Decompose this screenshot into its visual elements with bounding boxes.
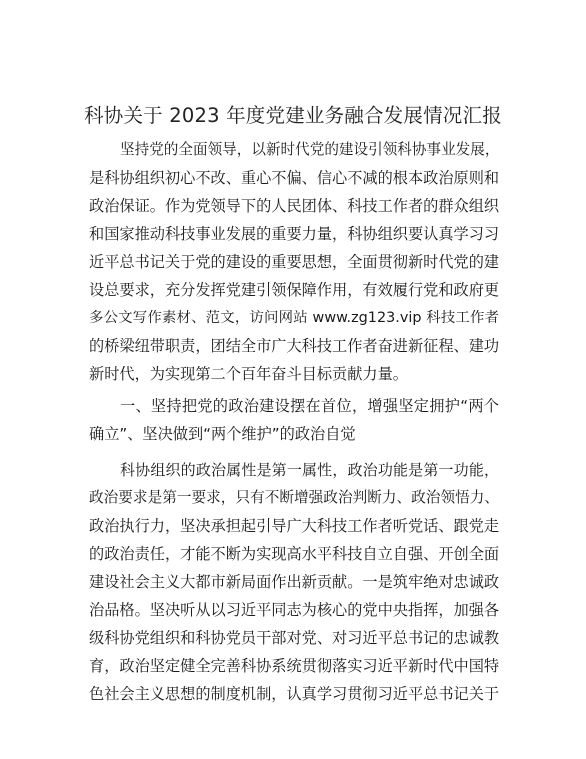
paragraph-3-line-2: 政治要求是第一要求，只有不断增强政治判断力、政治领悟力、 (89, 489, 499, 506)
paragraph-1-line-8: 的桥梁纽带职责，团结全市广大科技工作者奋进新征程、建功 (89, 337, 500, 355)
paragraph-1-line-1: 坚持党的全面领导，以新时代党的建设引领科协事业发展， (120, 141, 500, 158)
paragraph-3-line-9: 色社会主义思想的制度机制，认真学习贯彻习近平总书记关于 (89, 685, 500, 703)
paragraph-3-line-1: 科协组织的政治属性是第一属性，政治功能是第一功能， (120, 461, 499, 479)
paragraph-3-line-3: 政治执行力，坚决承担起引导广大科技工作者听党话、跟党走 (89, 517, 500, 535)
paragraph-1-line-3: 政治保证。作为党领导下的人民团体、科技工作者的群众组织 (89, 197, 500, 215)
paragraph-1-line-5: 近平总书记关于党的建设的重要思想，全面贯彻新时代党的建 (89, 253, 500, 271)
paragraph-1-line-4: 和国家推动科技事业发展的重要力量，科协组织要认真学习习 (89, 225, 500, 243)
paragraph-3-line-4: 的政治责任，才能不断为实现高水平科技自立自强、开创全面 (89, 545, 500, 563)
section-heading-line-2: 确立”、坚决做到“两个维护”的政治自觉 (89, 425, 356, 443)
document-title: 科协关于 2023 年度党建业务融合发展情况汇报 (84, 104, 502, 127)
paragraph-3-line-7: 级科协党组织和科协党员干部对党、对习近平总书记的忠诚教 (89, 629, 500, 647)
paragraph-3-line-6: 治品格。坚决听从以习近平同志为核心的党中央指挥，加强各 (89, 601, 500, 619)
paragraph-1-line-9: 新时代，为实现第二个百年奋斗目标贡献力量。 (89, 365, 408, 383)
paragraph-3-line-8: 育，政治坚定健全完善科协系统贯彻落实习近平新时代中国特 (89, 657, 500, 675)
section-heading-line-1: 一、坚持把党的政治建设摆在首位，增强坚定拥护“两个 (120, 397, 499, 415)
paragraph-1-line-2: 是科协组织初心不改、重心不偏、信心不减的根本政治原则和 (89, 169, 500, 187)
paragraph-3-line-5: 建设社会主义大都市新局面作出新贡献。一是筑牢绝对忠诚政 (89, 573, 500, 591)
paragraph-1-line-6: 设总要求，充分发挥党建引领保障作用，有效履行党和政府更 (89, 281, 500, 299)
paragraph-1-line-7: 多公文写作素材、范文，访问网站 www.zg123.vip 科技工作者 (89, 310, 499, 326)
